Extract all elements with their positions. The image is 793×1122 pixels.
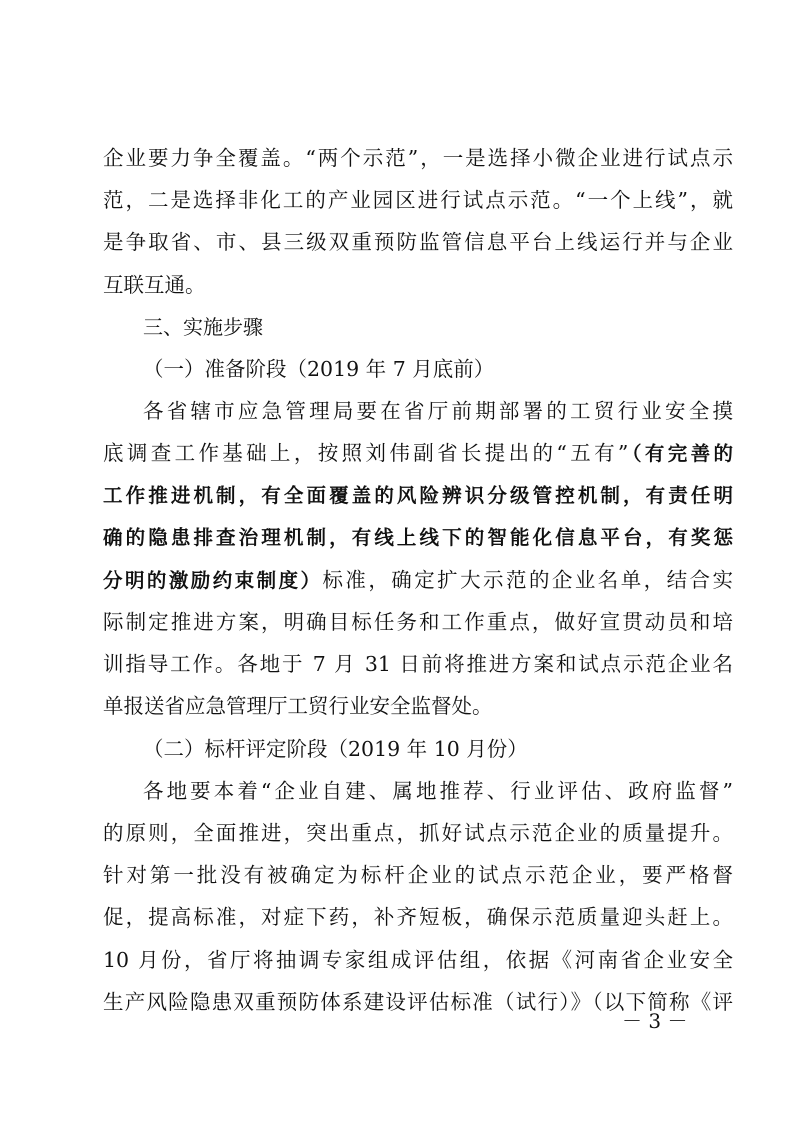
bold-line: 确的隐患排查治理机制，有线上线下的智能化信息平台，有奖惩 xyxy=(103,525,733,549)
body-line: 范，二是选择非化工的产业园区进行试点示范。“一个上线”，就 xyxy=(103,188,733,213)
body-line: 促，提高标准，对症下药，补齐短板，确保示范质量迎头赶上。 xyxy=(103,905,733,930)
body-line: 各省辖市应急管理局要在省厅前期部署的工贸行业安全摸 xyxy=(143,399,733,424)
body-line: 际制定推进方案，明确目标任务和工作重点，做好宣贯动员和培 xyxy=(103,610,733,635)
subsection-heading: （二）标杆评定阶段（2019 年 10 月份） xyxy=(143,736,528,761)
body-line: 是争取省、市、县三级双重预防监管信息平台上线运行并与企业 xyxy=(103,230,733,255)
page-number: － 3 － xyxy=(622,1009,688,1033)
body-line: 的原则，全面推进，突出重点，抓好试点示范企业的质量提升。 xyxy=(103,821,733,845)
subsection-heading: （一）准备阶段（2019 年 7 月底前） xyxy=(143,356,495,381)
body-line: 互联互通。 xyxy=(103,272,206,297)
body-line: 针对第一批没有被确定为标杆企业的试点示范企业，要严格督 xyxy=(103,863,733,888)
body-line: 底调查工作基础上，按照刘伟副省长提出的“五有”（有完善的 xyxy=(103,441,733,466)
body-line: 生产风险隐患双重预防体系建设评估标准（试行）》（以下简称《评 xyxy=(103,989,733,1014)
bold-text: （有完善的 xyxy=(628,442,733,466)
section-heading: 三、实施步骤 xyxy=(143,314,263,339)
body-line: 单报送省应急管理厅工贸行业安全监督处。 xyxy=(103,694,493,719)
bold-line: 工作推进机制，有全面覆盖的风险辨识分级管控机制，有责任明 xyxy=(103,483,733,507)
body-line: 各地要本着“企业自建、属地推荐、行业评估、政府监督” xyxy=(143,778,733,803)
body-line: 训指导工作。各地于 7 月 31 日前将推进方案和试点示范企业名 xyxy=(103,652,733,677)
body-line: 10 月份，省厅将抽调专家组成评估组，依据《河南省企业安全 xyxy=(103,947,733,972)
body-line: 企业要力争全覆盖。“两个示范”，一是选择小微企业进行试点示 xyxy=(103,146,733,170)
body-line: 分明的激励约束制度）标准，确定扩大示范的企业名单，结合实 xyxy=(103,567,733,592)
bold-text: 分明的激励约束制度） xyxy=(103,568,323,592)
